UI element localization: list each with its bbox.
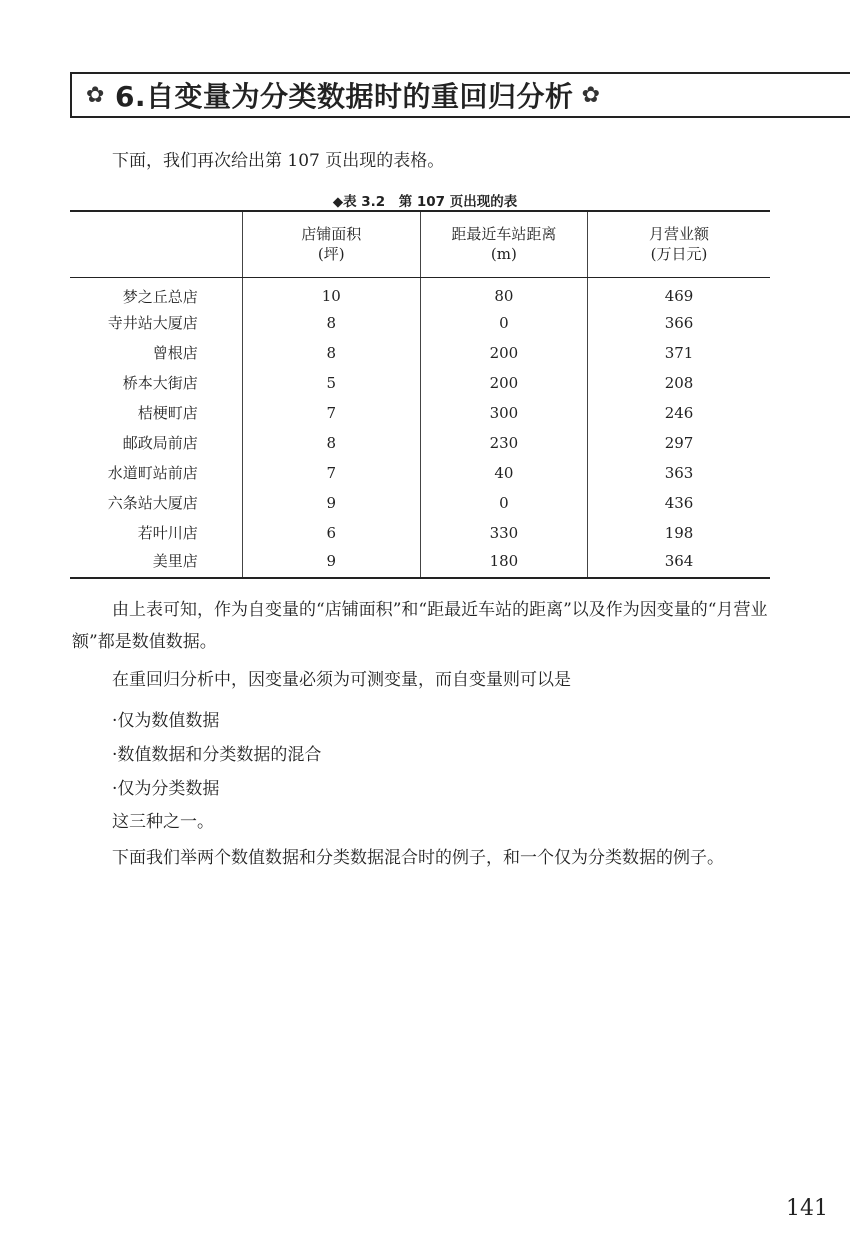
store-name: 桔梗町店 [137,404,198,422]
floor-area: 9 [242,488,420,518]
header-monthly-sales: 月营业额 (万日元) [588,211,770,277]
store-name: 梦之丘总店 [122,287,198,306]
monthly-sales: 208 [588,368,770,398]
table-row [70,548,770,578]
header-station-distance: 距最近车站距离 (m) [420,211,587,277]
floor-area: 9 [242,548,420,578]
floor-area: 5 [242,368,420,398]
station-distance: 200 [420,338,587,368]
intro-text: 下面，我们再次给出第 107 页出现的表格。 [112,151,445,171]
store-name: 美里店 [70,548,242,578]
store-name: 曾根店 [152,344,198,362]
store-name: 桥本大街店 [122,374,198,392]
section-title: 6.自变量为分类数据时的重回归分析 [114,80,574,113]
station-distance: 230 [420,428,587,458]
floor-area: 7 [242,398,420,428]
floor-area: 8 [242,308,420,338]
table-row [70,308,770,338]
station-distance: 0 [420,488,587,518]
body-paragraph: 这三种之一。 [112,812,214,832]
flower-icon: ✿ [581,82,601,108]
table-caption: ◆表 3.2 第 107 页出现的表 [332,194,518,210]
station-distance: 330 [420,518,587,548]
monthly-sales: 469 [588,277,770,308]
table-header-row [70,211,770,277]
monthly-sales: 371 [588,338,770,368]
monthly-sales: 366 [588,308,770,338]
monthly-sales: 297 [588,428,770,458]
monthly-sales: 364 [588,548,770,578]
floor-area: 8 [242,338,420,368]
station-distance: 180 [420,548,587,578]
table-row [70,488,770,518]
station-distance: 80 [420,277,587,308]
station-distance: 300 [420,398,587,428]
monthly-sales: 246 [588,398,770,428]
store-name: 六条站大厦店 [107,494,198,512]
body-paragraph: 下面我们举两个数值数据和分类数据混合时的例子，和一个仅为分类数据的例子。 [112,848,724,868]
table-row [70,518,770,548]
body-paragraph: 在重回归分析中，因变量必须为可测变量，而自变量则可以是 [112,670,571,690]
store-name: 水道町站前店 [107,464,198,482]
table-row [70,368,770,398]
header-floor-area: 店铺面积 (坪) [242,211,420,277]
station-distance: 40 [420,458,587,488]
bullet-item: ·仅为数值数据 [112,711,220,731]
store-name: 寺井站大厦店 [107,314,198,332]
body-paragraph: 由上表可知，作为自变量的“店铺面积”和“距最近车站的距离”以及作为因变量的“月营业额”都是数值数据。 [72,600,768,652]
floor-area: 8 [242,428,420,458]
monthly-sales: 363 [588,458,770,488]
monthly-sales: 436 [588,488,770,518]
table-row [70,398,770,428]
station-distance: 0 [420,308,587,338]
floor-area: 7 [242,458,420,488]
store-data-table [70,210,770,579]
section-heading [70,72,850,118]
bullet-item: ·仅为分类数据 [112,779,220,799]
bullet-item: ·数值数据和分类数据的混合 [112,745,322,765]
table-row [70,458,770,488]
table-row [70,277,770,308]
floor-area: 10 [242,277,420,308]
flower-icon: ✿ [86,82,105,108]
table-row [70,428,770,458]
store-name: 若叶川店 [137,524,198,542]
page-number: 141 [786,1196,828,1221]
station-distance: 200 [420,368,587,398]
monthly-sales: 198 [588,518,770,548]
table-row [70,338,770,368]
floor-area: 6 [242,518,420,548]
header-store [70,211,242,277]
store-name: 邮政局前店 [122,434,198,452]
